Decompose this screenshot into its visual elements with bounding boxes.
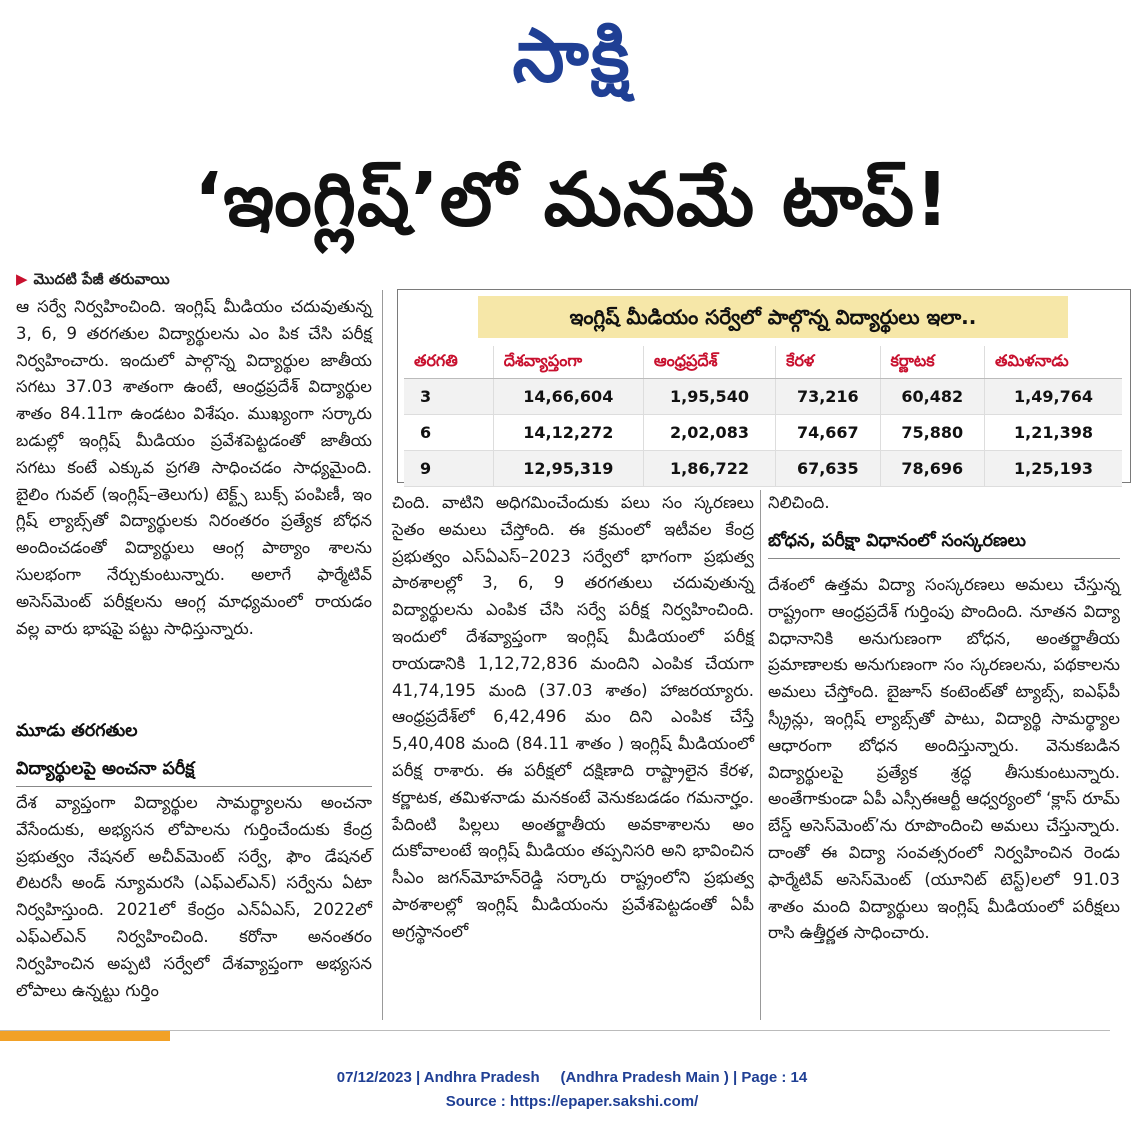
triangle-right-icon: ▶ bbox=[16, 270, 28, 288]
article-column-3-top bbox=[768, 490, 1120, 517]
table-cell: 1,49,764 bbox=[985, 379, 1123, 415]
table-cell: 14,66,604 bbox=[493, 379, 643, 415]
section-tab-bar bbox=[0, 1031, 170, 1041]
article-column-3 bbox=[768, 572, 1120, 947]
table-header-cell: తరగతి bbox=[404, 346, 493, 379]
table-row bbox=[404, 451, 1122, 487]
article-paragraph: దేశంలో ఉత్తమ విద్యా సంస్కరణలు అమలు చేస్తున్న రాష్ట్రంగా ఆంధ్రప్రదేశ్ గుర్తింపు పొందింది. నూతన విద్యా విధానానికి అనుగుణంగా బోధన, అంతర్జాతీయ ప్రమాణాలకు అనుగుణంగా సం స్కరణలను, పథకాలను అమలు చేస్తోంది. బైజూస్ కంటెంట్‌తో ట్యాబ్స్, ఐఎఫ్‌పీ స్క్రీన్లు, ఇంగ్లిష్ ల్యాబ్స్‌తో పాటు, విద్యార్థి సామర్థ్యాల ఆధారంగా బోధన అందిస్తున్నారు. వెనుకబడిన విద్యార్థులపై ప్రత్యేక శ్రద్ధ తీసుకుంటున్నారు. అంతేగాకుండా ఏపీ ఎస్సీఈఆర్టీ ఆధ్వర్యంలో ‘క్లాస్ రూమ్ బేస్డ్ అసెస్‌మెంట్’ను రూపొందించి అమలు చేస్తున్నారు. దాంతో ఈ విద్యా సంవత్సరంలో నిర్వహించిన రెండు ఫార్మేటివ్ అసెస్‌మెంట్ (యూనిట్ టెస్ట్)లలో 91.03 శాతం మంది విద్యార్థులు ఇంగ్లిష్ మీడియంలో పరీక్షలు రాసి ఉత్తీర్ణత సాధించారు. bbox=[768, 575, 1120, 943]
table-title: ఇంగ్లిష్ మీడియం సర్వేలో పాల్గొన్న విద్యార్థులు ఇలా.. bbox=[478, 296, 1068, 338]
article-paragraph: నిలిచింది. bbox=[768, 493, 830, 512]
survey-table bbox=[404, 346, 1122, 487]
article-column-1-continued bbox=[16, 790, 372, 1004]
table-row bbox=[404, 379, 1122, 415]
table-cell: 75,880 bbox=[880, 415, 984, 451]
continued-from-front-page bbox=[16, 270, 170, 292]
table-header-cell: కర్ణాటక bbox=[880, 346, 984, 379]
subheading-line-2: విద్యార్థులపై అంచనా పరీక్ష bbox=[16, 759, 195, 779]
article-paragraph: దేశ వ్యాప్తంగా విద్యార్థుల సామర్థ్యాలను అంచనా వేసేందుకు, అభ్యసన లోపాలను గుర్తించేందుకు కేంద్ర ప్రభుత్వం నేషనల్ అచీవ్‌మెంట్ సర్వే, ఫౌం డేషనల్ లిటరసీ అండ్ న్యూమరసి (ఎఫ్ఎల్ఎన్) సర్వేను ఏటా నిర్వహిస్తుంది. 2021లో కేంద్రం ఎన్ఏఎస్, 2022లో ఎఫ్ఎల్ఎన్ నిర్వహించింది. కరోనా అనంతరం నిర్వహించిన అప్పటి సర్వేలో దేశవ్యాప్తంగా అభ్యసన లోపాలు ఉన్నట్టు గుర్తిం bbox=[16, 793, 372, 1000]
table-header-row bbox=[404, 346, 1122, 379]
article-column-1 bbox=[16, 294, 372, 642]
table-cell: 1,95,540 bbox=[643, 379, 775, 415]
table-header-cell: కేరళ bbox=[776, 346, 880, 379]
table-cell: 1,25,193 bbox=[985, 451, 1123, 487]
subheading-rule bbox=[16, 786, 372, 787]
table-cell: 14,12,272 bbox=[493, 415, 643, 451]
table-cell: 1,21,398 bbox=[985, 415, 1123, 451]
table-cell: 2,02,083 bbox=[643, 415, 775, 451]
column-divider bbox=[382, 290, 383, 1020]
table-cell: 60,482 bbox=[880, 379, 984, 415]
table-cell: 74,667 bbox=[776, 415, 880, 451]
table-cell: 1,86,722 bbox=[643, 451, 775, 487]
footer-edition-line: 07/12/2023 | Andhra Pradesh (Andhra Pradesh Main ) | Page : 14 bbox=[336, 1069, 808, 1086]
table-cell: 78,696 bbox=[880, 451, 984, 487]
table-row bbox=[404, 415, 1122, 451]
subheading-line-1: మూడు తరగతుల bbox=[16, 721, 138, 741]
article-column-2 bbox=[392, 490, 754, 946]
article-paragraph: ఆ సర్వే నిర్వహించింది. ఇంగ్లిష్ మీడియం చదువుతున్న 3, 6, 9 తరగతుల విద్యార్థులను ఎం పిక చేసి పరీక్ష నిర్వహించారు. ఇందులో పాల్గొన్న విద్యార్థుల జాతీయ సగటు 37.03 శాతంగా ఉంటే, ఆంధ్రప్రదేశ్ విద్యార్థుల శాతం 84.11గా ఉండటం విశేషం. ముఖ్యంగా సర్కారు బడుల్లో ఇంగ్లిష్ మీడియం ప్రవేశపెట్టడంతో జాతీయ సగటు కంటే ఎక్కువ ప్రగతి సాధించడం సాధ్యమైంది. బైలిం గువల్ (ఇంగ్లిష్–తెలుగు) టెక్ట్స్ బుక్స్ పంపిణీ, ఇం గ్లిష్ ల్యాబ్స్‌తో విద్యార్థులకు నిరంతరం ప్రత్యేక బోధన అందించడంతో విద్యార్థులు ఆంగ్ల పాఠ్యాం శాలను సులభంగా నేర్చుకుంటున్నారు. అలాగే ఫార్మేటివ్ అసెస్‌మెంట్ పరీక్షలను ఆంగ్ల మాధ్యమంలో రాయడం వల్ల వారు భాషపై పట్టు సాధిస్తున్నారు. bbox=[16, 297, 372, 638]
footer bbox=[0, 1066, 1144, 1114]
table-cell: 12,95,319 bbox=[493, 451, 643, 487]
subheading-reforms: బోధన, పరీక్షా విధానంలో సంస్కరణలు bbox=[768, 531, 1026, 551]
table-header-cell: దేశవ్యాప్తంగా bbox=[493, 346, 643, 379]
newspaper-logo: సాక్షి bbox=[512, 13, 632, 99]
table-cell: 73,216 bbox=[776, 379, 880, 415]
table-header-cell: తమిళనాడు bbox=[985, 346, 1123, 379]
article-paragraph: చింది. వాటిని అధిగమించేందుకు పలు సం స్కరణలు సైతం అమలు చేస్తోంది. ఈ క్రమంలో ఇటీవల కేంద్ర ప్రభుత్వం ఎస్ఏఎస్–2023 సర్వేలో భాగంగా ప్రభుత్వ పాఠశాలల్లో 3, 6, 9 తరగతులు చదువుతున్న విద్యార్థులను ఎంపిక చేసి సర్వే పరీక్ష నిర్వహించింది. ఇందులో దేశవ్యాప్తంగా ఇంగ్లిష్ మీడియంలో పరీక్ష రాయడానికి 1,12,72,836 మందిని ఎంపిక చేయగా 41,74,195 మంది (37.03 శాతం) హాజరయ్యారు. ఆంధ్రప్రదేశ్‌లో 6,42,496 మం దిని ఎంపిక చేస్తే 5,40,408 మంది (84.11 శాతం ) ఇంగ్లిష్ మీడియంలో పరీక్ష రాశారు. ఈ పరీక్షలో దక్షిణాది రాష్ట్రాలైన కేరళ, కర్ణాటక, తమిళనాడు మనకంటే వెనుకబడడం గమనార్హం. పేదింటి పిల్లలు అంతర్జాతీయ అవకాశాలను అం దుకోవాలంటే ఇంగ్లిష్ మీడియం తప్పనిసరి అని భావించిన సీఎం జగన్‌మోహన్‌రెడ్డి సర్కారు రాష్ట్రంలోని ప్రభుత్వ పాఠశాలల్లో ఇంగ్లిష్ మీడియంను ప్రవేశపెట్టడంతో ఏపీ అగ్రస్థానంలో bbox=[392, 493, 754, 941]
table-cell: 6 bbox=[404, 415, 493, 451]
table-cell: 3 bbox=[404, 379, 493, 415]
jump-line-text: మొదటి పేజీ తరువాయి bbox=[33, 270, 170, 288]
page-headline: ‘ఇంగ్లిష్’లో మనమే టాప్! bbox=[194, 157, 950, 243]
table-header-cell: ఆంధ్రప్రదేశ్ bbox=[643, 346, 775, 379]
table-cell: 67,635 bbox=[776, 451, 880, 487]
survey-table-box bbox=[397, 289, 1131, 483]
footer-source-link[interactable]: Source : https://epaper.sakshi.com/ bbox=[445, 1093, 699, 1110]
table-cell: 9 bbox=[404, 451, 493, 487]
subheading-rule bbox=[768, 558, 1120, 559]
masthead bbox=[0, 8, 1144, 104]
column-divider bbox=[760, 490, 761, 1020]
